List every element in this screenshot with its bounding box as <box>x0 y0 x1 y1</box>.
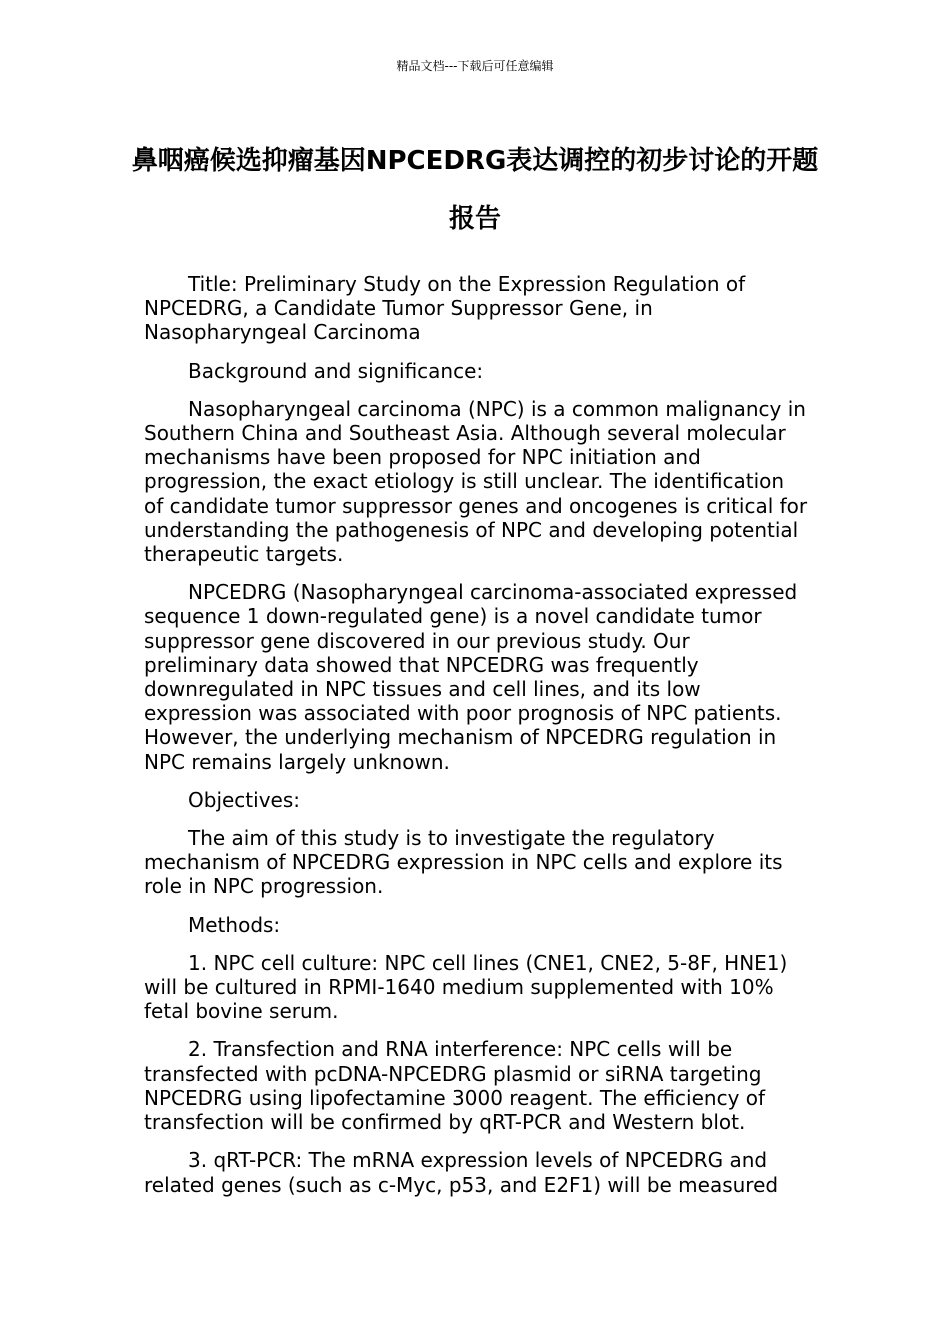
title-paragraph: Title: Preliminary Study on the Expression Regulation of NPCEDRG, a Candidate Tumor Suppressor Gene, in Nasopharyngeal Carcinoma <box>144 272 746 345</box>
method-item: 1. NPC cell culture: NPC cell lines (CNE1, CNE2, 5-8F, HNE1) will be cultured in RPMI-1640 medium supplemented with 10% fetal bovine serum. <box>144 950 788 1024</box>
section-heading-objectives: Objectives: <box>188 787 300 812</box>
method-item: 2. Transfection and RNA interference: NPC cells will be transfected with pcDNA-NPCEDRG plasmid or siRNA targeting NPCEDRG using lipofectamine 3000 reagent. The efficiency of transfection will be confirmed by qRT-PCR and Western blot. <box>144 1037 766 1135</box>
document-title: 鼻咽癌候选抑瘤基因NPCEDRG表达调控的初步讨论的开题报告 <box>131 146 819 234</box>
section-heading-methods: Methods: <box>188 912 281 937</box>
body-paragraph: The aim of this study is to investigate the regulatory mechanism of NPCEDRG expression in NPC cells and explore its role in NPC progression. <box>144 826 783 899</box>
page-header: 精品文档---下载后可任意编辑 <box>396 59 554 73</box>
body-paragraph: NPCEDRG (Nasopharyngeal carcinoma-associated expressed sequence 1 down-regulated gene) is a novel candidate tumor suppressor gene discovered in our previous study. Our preliminary data showed that NPCEDRG was frequently downregulated in NPC tissues and cell lines, and its low expression was associated with poor prognosis of NPC patients. However, the underlying mechanism of NPCEDRG regulation in NPC remains largely unknown. <box>144 580 798 774</box>
section-heading-background: Background and significance: <box>188 358 484 383</box>
document-body <box>144 272 809 1211</box>
method-item: 3. qRT-PCR: The mRNA expression levels of NPCEDRG and related genes (such as c-Myc, p53, and E2F1) will be measured <box>144 1148 779 1197</box>
body-paragraph: Nasopharyngeal carcinoma (NPC) is a common malignancy in Southern China and Southeast Asia. Although several molecular mechanisms have been proposed for NPC initiation and progression, the exact etiology is still unclear. The identification of candidate tumor suppressor genes and oncogenes is critical for understanding the pathogenesis of NPC and developing potential therapeutic targets. <box>144 396 808 567</box>
